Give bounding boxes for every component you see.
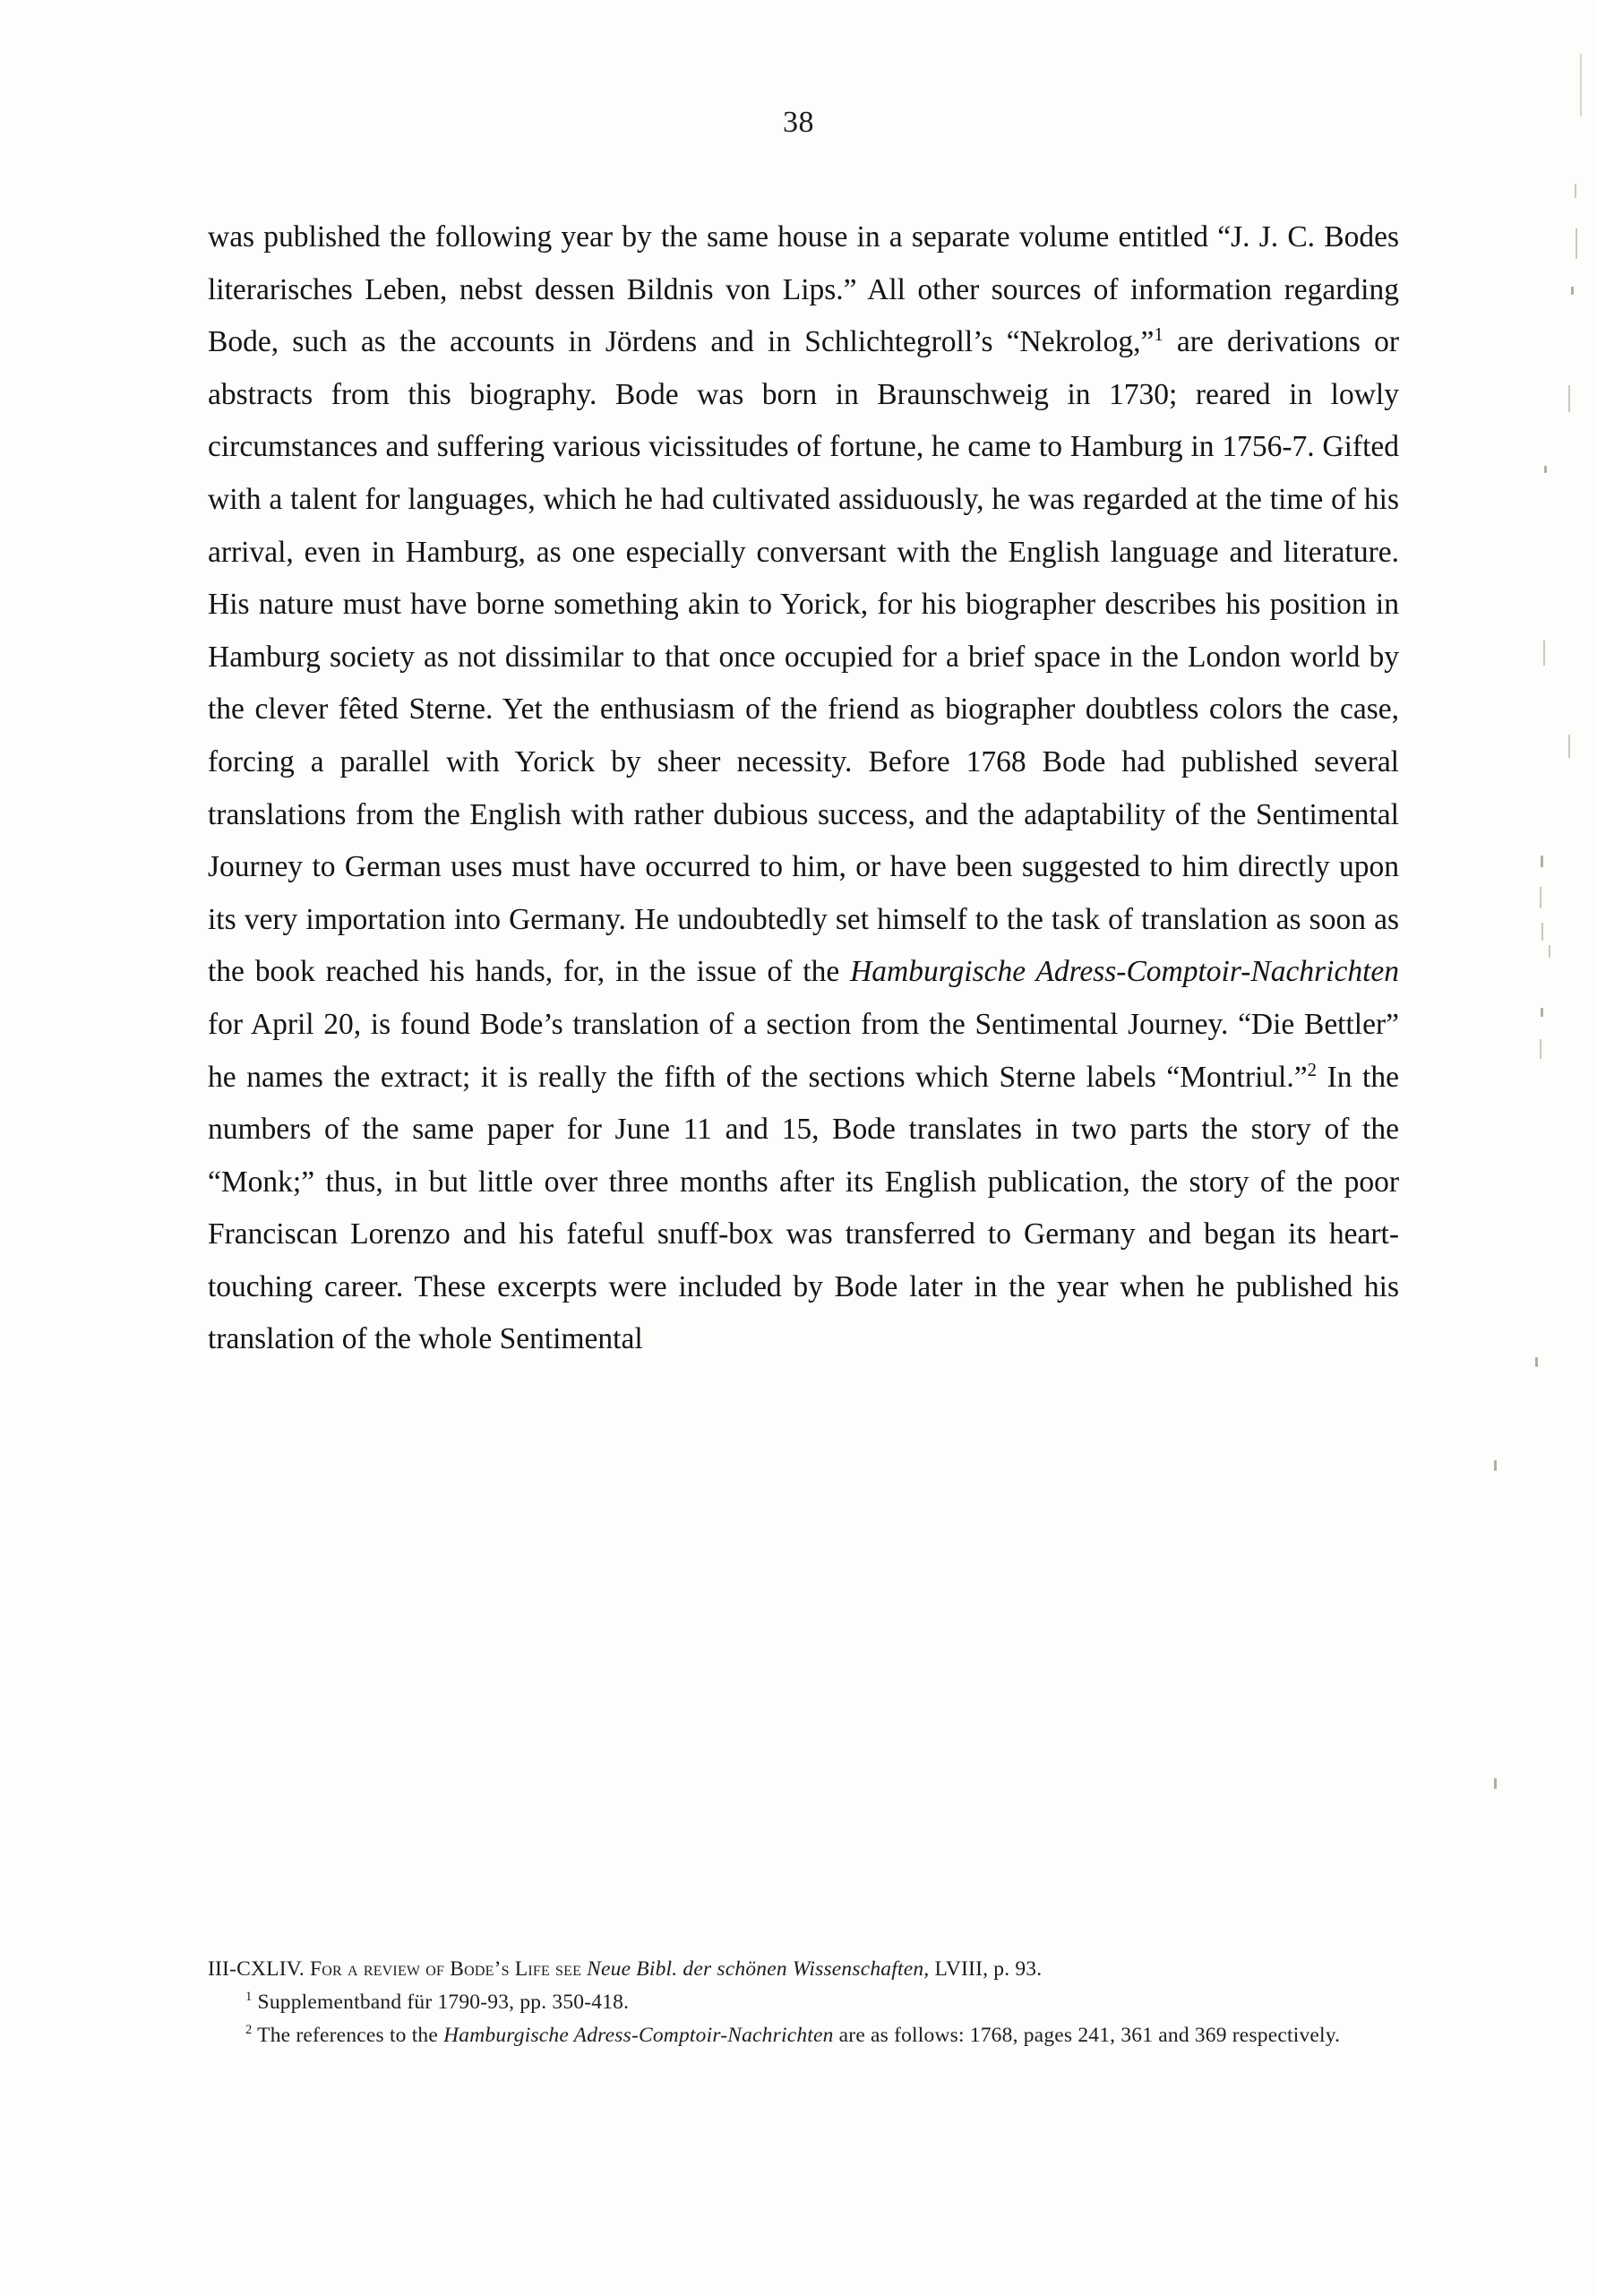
body-segment-1: was published the following year by the same house in a separate volume entitled “J. J. C. Bodes literarisches Leben, nebst dessen Bildnis von Lips.” All other sources of information regarding Bode, such as the accounts in Jördens and in Schlichtegroll’s “Nekrolog,” [208,220,1399,359]
scan-mark [1540,887,1541,908]
footnote-2-italic: Hamburgische Adress-Comptoir-Nachrichten [443,2024,834,2047]
body-paragraph [208,211,1399,1366]
scan-speck [1541,1008,1543,1017]
scan-speck [1494,1460,1497,1471]
scan-mark [1575,184,1576,198]
title-hamburgische-nachrichten: Hamburgische Adress-Comptoir-Nachrichten [850,955,1399,989]
scan-speck [1535,1357,1538,1367]
footnote-ref-2: 2 [1307,1059,1317,1080]
footnote-2-suffix: are as follows: 1768, pages 241, 361 and 369 respectively. [833,2024,1341,2047]
page-number: 38 [783,106,814,139]
body-segment-2: are derivations or abstracts from this biography. Bode was born in Braunschweig in 1730; reared in lowly circumstances and suffering various vicissitudes of fortune, he came to Hamburg in 1756-7. Gifted with a talent for languages, which he had cultivated assiduously, he was regarded at the time of his arrival, even in Hamburg, as one especially conversant with the English language and literature. His nature must have borne something akin to Yorick, for his biographer describes his position in Hamburg society as not dissimilar to that once occupied for a brief space in the London world by the clever fêted Sterne. Yet the enthusiasm of the friend as biographer doubtless colors the case, forcing a parallel with Yorick by sheer necessity. Before 1768 Bode had published several translations from the English with rather dubious success, and the adaptability of the Sentimental Journey to German uses must have occurred to him, or have been suggested to him directly upon its very importation into Germany. He undoubtedly set himself to the task of translation as soon as the book reached his hands, for, in the issue of the [208,325,1399,989]
scan-mark [1549,945,1550,958]
scan-mark [1541,923,1543,941]
footnote-continued-italic: Neue Bibl. der schönen Wissenschaften, [587,1957,930,1981]
footnote-2-prefix: The references to the [252,2024,444,2047]
footnote-2 [208,2019,1399,2052]
footnote-2-marker: 2 [245,2023,253,2038]
scan-mark [1543,641,1545,666]
footnotes-block [208,1953,1399,2052]
footnote-1-marker: 1 [245,1990,253,2005]
body-segment-3: for April 20, is found Bode’s translation of a section from the Sentimental Journey. “Die Bettler” he names the extract; it is really the fifth of the sections which Sterne labels “Montriul.” [208,1007,1399,1094]
footnote-1 [208,1986,1399,2019]
footnote-continued [208,1953,1399,1986]
scan-speck [1544,466,1547,473]
body-text-block [208,211,1399,1366]
scan-speck [1494,1778,1497,1789]
footnote-1-text: Supplementband für 1790-93, pp. 350-418. [252,1991,630,2014]
footnote-continued-suffix: LVIII, p. 93. [929,1957,1043,1981]
scan-speck [1571,287,1574,295]
footnote-continued-prefix: III-CXLIV. For a review of Bode’s Life see [208,1957,588,1981]
scan-margin-artifacts [1454,0,1597,2296]
scan-mark [1540,1039,1541,1059]
scan-speck [1541,856,1543,867]
scan-mark [1568,385,1570,412]
footnote-ref-1: 1 [1154,324,1163,346]
body-segment-4: In the numbers of the same paper for June 11 and 15, Bode translates in two parts the story of the “Monk;” thus, in but little over three months after its English publication, the story of the poor Franciscan Lorenzo and his fateful snuff-box was transferred to Germany and began its heart-touching career. These excerpts were included by Bode later in the year when he published his translation of the whole Sentimental [208,1060,1399,1356]
scan-mark [1576,228,1577,259]
scan-mark [1568,735,1570,758]
